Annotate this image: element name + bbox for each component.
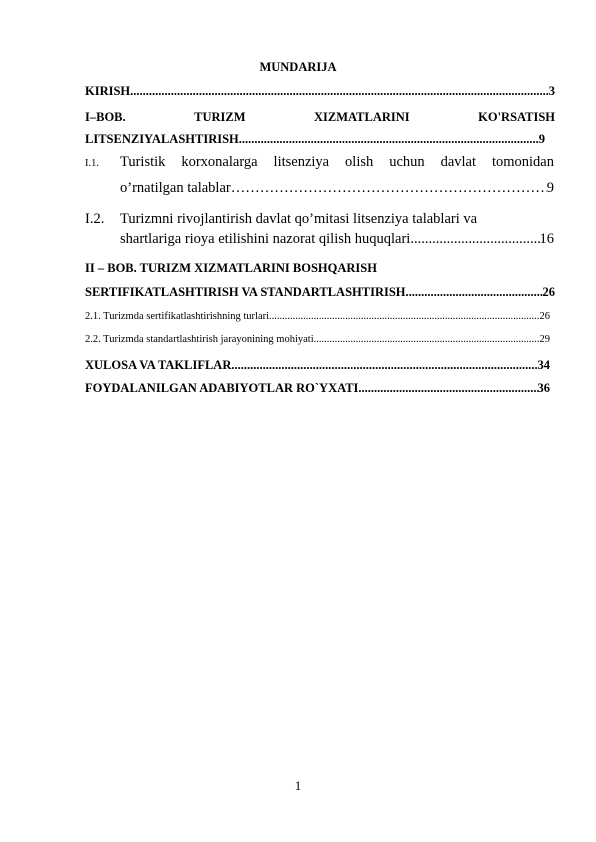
toc-entry-item12 bbox=[120, 231, 554, 248]
toc-entry-label: KIRISH bbox=[85, 84, 131, 98]
toc-page-number: 16 bbox=[539, 231, 554, 247]
page-number: 1 bbox=[294, 779, 302, 793]
dot-leader bbox=[130, 84, 549, 99]
toc-item-number: I.2. bbox=[85, 211, 105, 227]
toc-entry-label: LITSENZIYALASHTIRISH bbox=[85, 132, 239, 146]
toc-entry-xulosa bbox=[85, 358, 550, 373]
toc-page-number: 9 bbox=[538, 132, 545, 146]
dot-leader bbox=[231, 180, 547, 197]
toc-page-number: 9 bbox=[546, 180, 554, 196]
toc-entry-chapter2 bbox=[85, 285, 555, 300]
chapter1-word: XIZMATLARINI bbox=[314, 110, 410, 124]
toc-page-number: 36 bbox=[537, 381, 550, 395]
toc-page-number: 26 bbox=[542, 285, 555, 299]
toc-entry-label: shartlariga rioya etilishini nazorat qilish huquqlari bbox=[120, 231, 411, 247]
toc-chapter2-heading: II – BOB. TURIZM XIZMATLARINI BOSHQARISH bbox=[85, 261, 377, 275]
toc-entry-label: FOYDALANILGAN ADABIYOTLAR RO`YXATI bbox=[85, 381, 359, 395]
toc-page-number: 3 bbox=[548, 84, 555, 98]
toc-chapter1-heading bbox=[85, 110, 555, 125]
toc-entry-item22 bbox=[85, 334, 550, 345]
dot-leader bbox=[314, 334, 540, 345]
dot-leader bbox=[358, 381, 537, 396]
chapter1-word: KO'RSATISH bbox=[478, 110, 555, 124]
toc-entry-label: XULOSA VA TAKLIFLAR bbox=[85, 358, 232, 372]
toc-page-number: 29 bbox=[539, 334, 550, 345]
dot-leader bbox=[410, 231, 539, 248]
chapter1-word: I–BOB. bbox=[85, 110, 126, 124]
toc-entry-label: o’rnatilgan talablar bbox=[120, 180, 231, 196]
dot-leader bbox=[269, 311, 539, 322]
toc-entry-item21 bbox=[85, 311, 550, 322]
toc-entry-chapter1 bbox=[85, 132, 545, 147]
toc-item-number: I.1. bbox=[85, 158, 99, 169]
toc-item11-line1: Turistik korxonalarga litsenziya olish uchun davlat tomonidan bbox=[120, 154, 554, 170]
chapter1-word: TURIZM bbox=[194, 110, 246, 124]
toc-entry-kirish bbox=[85, 84, 555, 99]
toc-entry-label: 2.2. Turizmda standartlashtirish jarayonining mohiyati bbox=[85, 334, 314, 345]
page-title: MUNDARIJA bbox=[259, 60, 337, 74]
toc-entry-item11 bbox=[120, 180, 554, 197]
toc-entry-label: 2.1. Turizmda sertifikatlashtirishning turlari bbox=[85, 311, 270, 322]
dot-leader bbox=[231, 358, 537, 373]
toc-page-number: 34 bbox=[537, 358, 550, 372]
toc-item12-line1: Turizmni rivojlantirish davlat qo’mitasi litsenziya talablari va bbox=[120, 211, 478, 227]
toc-entry-adabiyotlar bbox=[85, 381, 550, 396]
dot-leader bbox=[406, 285, 543, 300]
dot-leader bbox=[239, 132, 539, 147]
toc-page-number: 26 bbox=[539, 311, 550, 322]
toc-entry-label: SERTIFIKATLASHTIRISH VA STANDARTLASHTIRISH bbox=[85, 285, 406, 299]
